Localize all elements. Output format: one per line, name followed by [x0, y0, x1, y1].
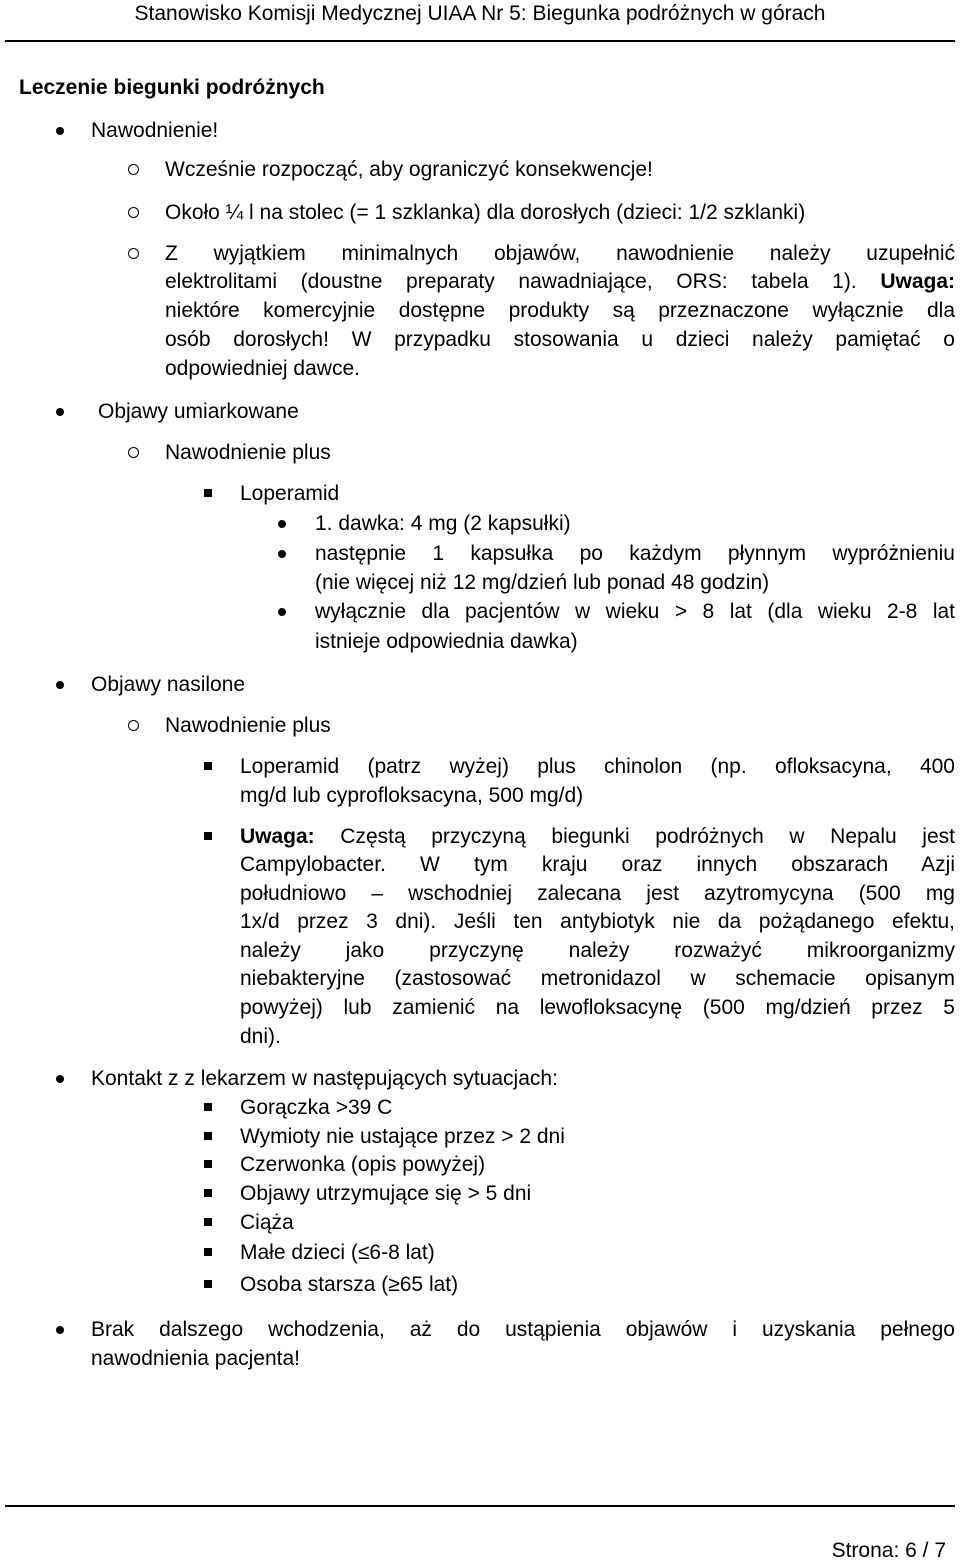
kontakt-label: Kontakt z z lekarzem w następujących sytuacjach: — [91, 1067, 558, 1090]
circle-bullet-icon — [128, 207, 139, 218]
page-header — [0, 0, 960, 44]
section-heading: Leczenie biegunki podróżnych — [19, 76, 325, 99]
bullet-icon — [56, 1326, 64, 1334]
kontakt-item: Objawy utrzymujące się > 5 dni — [240, 1182, 532, 1205]
uwaga-line: Campylobacter. W tym kraju oraz innych obszarach Azji — [240, 853, 955, 876]
uwaga-label: Uwaga: — [240, 825, 315, 848]
kontakt-item: Wymioty nie ustające przez > 2 dni — [240, 1125, 565, 1148]
square-bullet-icon — [204, 762, 212, 770]
circle-bullet-icon — [128, 447, 139, 458]
square-bullet-icon — [204, 1132, 212, 1140]
antibiotic-line: Loperamid (patrz wyżej) plus chinolon (np. ofloksacyna, 400 — [240, 755, 955, 778]
umiarkowane-label: Objawy umiarkowane — [98, 400, 299, 423]
square-bullet-icon — [204, 1189, 212, 1197]
header-title: Stanowisko Komisji Medycznej UIAA Nr 5: Biegunka podróżnych w górach — [134, 2, 826, 25]
uwaga-line: Uwaga: Częstą przyczyną biegunki podróżnych w Nepalu jest — [240, 825, 955, 848]
antibiotic-line: mg/d lub cyprofloksacyna, 500 mg/d) — [240, 784, 584, 807]
kontakt-item: Małe dzieci (≤6-8 lat) — [240, 1241, 435, 1264]
square-bullet-icon — [204, 1160, 212, 1168]
square-bullet-icon — [204, 1280, 212, 1288]
bullet-icon — [56, 408, 64, 416]
square-bullet-icon — [204, 1248, 212, 1256]
dose-item: wyłącznie dla pacjentów w wieku > 8 lat (dla wieku 2-8 lat — [315, 600, 955, 623]
bullet-icon — [56, 127, 64, 135]
nasilone-sub: Nawodnienie plus — [165, 714, 331, 737]
brak-line: Brak dalszego wchodzenia, aż do ustąpienia objawów i uzyskania pełnego — [91, 1318, 955, 1341]
nawodnienie-item-3-line: Z wyjątkiem minimalnych objawów, nawodnienie należy uzupełnić — [165, 242, 955, 265]
square-bullet-icon — [204, 832, 212, 840]
nawodnienie-item-2: Około ¼ l na stolec (= 1 szklanka) dla dorosłych (dzieci: 1/2 szklanki) — [165, 201, 806, 224]
bullet-icon — [278, 550, 286, 558]
square-bullet-icon — [204, 1103, 212, 1111]
kontakt-item: Ciąża — [240, 1211, 294, 1234]
umiarkowane-sub: Nawodnienie plus — [165, 441, 331, 464]
dose-item-cont: (nie więcej niż 12 mg/dzień lub ponad 48 godzin) — [315, 571, 770, 594]
kontakt-item: Osoba starsza (≥65 lat) — [240, 1273, 459, 1296]
dose-item: następnie 1 kapsułka po każdym płynnym wypróżnieniu — [315, 542, 955, 565]
bullet-icon — [56, 1075, 64, 1083]
nawodnienie-item-1: Wcześnie rozpocząć, aby ograniczyć konsekwencje! — [165, 158, 653, 181]
uwaga-line: należy jako przyczynę należy rozważyć mikroorganizmy — [240, 939, 955, 962]
nawodnienie-label: Nawodnienie! — [91, 119, 219, 142]
nasilone-label: Objawy nasilone — [91, 673, 246, 696]
nawodnienie-item-3-line: osób dorosłych! W przypadku stosowania u dzieci należy pamiętać o — [165, 328, 955, 351]
bullet-icon — [278, 608, 286, 616]
circle-bullet-icon — [128, 248, 139, 259]
square-bullet-icon — [204, 489, 212, 497]
bullet-icon — [278, 520, 286, 528]
circle-bullet-icon — [128, 720, 139, 731]
uwaga-line: niebakteryjne (zastosować metronidazol w schemacie opisanym — [240, 967, 955, 990]
loperamid-label: Loperamid — [240, 482, 340, 505]
nawodnienie-item-3-line: odpowiedniej dawce. — [165, 357, 360, 380]
nawodnienie-item-3-line: elektrolitami (doustne preparaty nawadniające, ORS: tabela 1). Uwaga: — [165, 270, 956, 293]
uwaga-label: Uwaga: — [880, 270, 956, 293]
brak-line: nawodnienia pacjenta! — [91, 1347, 300, 1370]
square-bullet-icon — [204, 1218, 212, 1226]
kontakt-item: Czerwonka (opis powyżej) — [240, 1153, 486, 1176]
page-number: Strona: 6 / 7 — [831, 1539, 946, 1562]
footer-divider — [5, 1505, 955, 1507]
nawodnienie-item-3-line: niektóre komercyjnie dostępne produkty są przeznaczone wyłącznie dla — [165, 299, 955, 322]
uwaga-line: 1x/d przez 3 dni). Jeśli ten antybiotyk nie da pożądanego efektu, — [240, 910, 955, 933]
uwaga-line: dni). — [240, 1025, 281, 1048]
kontakt-item: Gorączka >39 C — [240, 1096, 393, 1119]
bullet-icon — [56, 681, 64, 689]
uwaga-line: południowo – wschodniej zalecana jest azytromycyna (500 mg — [240, 882, 955, 905]
header-divider — [5, 40, 955, 42]
circle-bullet-icon — [128, 164, 139, 175]
dose-item-cont: istnieje odpowiednia dawka) — [315, 630, 578, 653]
uwaga-line: powyżej) lub zamienić na lewofloksacynę (500 mg/dzień przez 5 — [240, 996, 955, 1019]
dose-item: 1. dawka: 4 mg (2 kapsułki) — [315, 512, 571, 535]
